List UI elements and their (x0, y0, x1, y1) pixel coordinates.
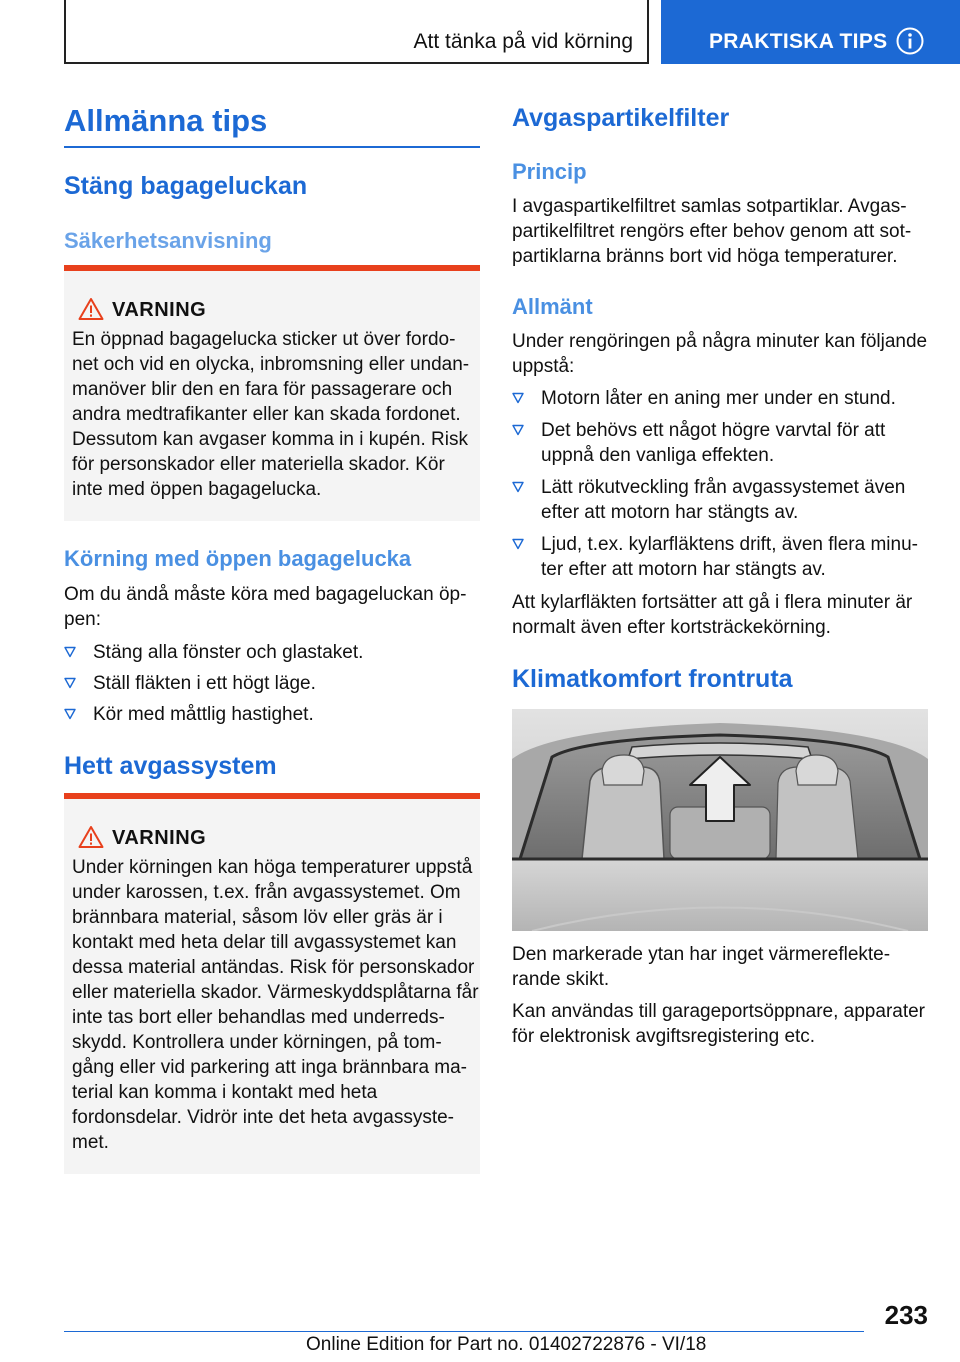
page-number: 233 (884, 1300, 928, 1330)
list-item-text: Stäng alla fönster och glastaket. (93, 642, 364, 663)
title-rule (64, 146, 480, 148)
bullet-triangle-icon (512, 424, 524, 436)
heading-windshield: Klimatkomfort frontruta (512, 665, 793, 693)
bullet-triangle-icon (64, 708, 76, 720)
header-section-box (64, 0, 649, 64)
section-title: Att tänka på vid körning (413, 30, 633, 53)
heading-general: Allmänt (512, 294, 593, 319)
bullet-triangle-icon (512, 481, 524, 493)
warning-triangle-icon (78, 297, 104, 321)
bullet-triangle-icon (64, 646, 76, 658)
page-title: Allmänna tips (64, 103, 268, 138)
driving-open-intro: Om du ändå måste köra med bagageluckan öp- pen: (64, 584, 467, 630)
car-rear-window-illustration (512, 709, 928, 931)
bullet-triangle-icon (64, 677, 76, 689)
list-item-text: Motorn låter en aning mer under en stund. (541, 388, 896, 409)
list-item (512, 532, 928, 582)
footer-rule (64, 1331, 864, 1332)
warning-label: VARNING (112, 299, 207, 321)
heading-driving-open: Körning med öppen bagagelucka (64, 546, 412, 571)
principle-text: I avgaspartikelfiltret samlas sotpartiklar. Avgas- partikelfiltret rengörs efter behov genom att sot- partiklarna bränns bort vid höga temperaturer. (512, 196, 912, 267)
bullet-triangle-icon (512, 538, 524, 550)
heading-particulate-filter: Avgaspartikelfilter (512, 104, 730, 132)
edition-text: Online Edition for Part no. 01402722876 - VI/18 (306, 1334, 707, 1355)
heading-hot-exhaust: Hett avgassystem (64, 752, 277, 780)
heading-principle: Princip (512, 159, 587, 184)
info-icon[interactable] (895, 26, 925, 56)
list-item-text: Lätt rökutveckling från avgassystemet även efter att motorn har stängts av. (541, 477, 906, 523)
image-caption: Den markerade ytan har inget värmereflekte- rande skikt. (512, 944, 891, 990)
warning-label: VARNING (112, 827, 207, 849)
general-intro: Under rengöringen på några minuter kan följande uppstå: (512, 331, 928, 377)
list-item-text: Ställ fläkten i ett högt läge. (93, 673, 316, 694)
list-item-text: Kör med måttlig hastighet. (93, 704, 314, 725)
warning-text: En öppnad bagagelucka sticker ut över fordo- net och vid en olycka, inbromsning eller undan- manöver blir den en fara för passagerare och andra medtrafikanter eller kan skada fordonet. Dessutom kan avgaser komma in i kupén. Risk för personskador eller materiella skador. Kör inte med öppen bagagelucka. (72, 329, 470, 500)
warning-header (72, 297, 372, 323)
list-item-text: Det behövs ett något högre varvtal för att uppnå den vanliga effekten. (541, 420, 886, 466)
list-item (64, 671, 480, 696)
list-item (512, 418, 928, 468)
bullet-triangle-icon (512, 392, 524, 404)
list-item (512, 475, 928, 525)
list-item (512, 386, 928, 411)
list-item (64, 640, 480, 665)
warning-box-trunk (64, 265, 480, 521)
heading-close-trunk: Stäng bagageluckan (64, 172, 308, 200)
list-item (64, 702, 480, 727)
list-item-text: Ljud, t.ex. kylarfläktens drift, även flera minu- ter efter att motorn har stängts av. (541, 534, 918, 580)
particulate-outro: Att kylarfläkten fortsätter att gå i flera minuter är normalt även efter kortsträckekörning. (512, 592, 913, 638)
warning-triangle-icon (78, 825, 104, 849)
chapter-tab[interactable] (661, 0, 960, 64)
subheading-safety: Säkerhetsanvisning (64, 228, 272, 253)
warning-box-exhaust (64, 793, 480, 1174)
windshield-note: Kan användas till garageportsöppnare, apparater för elektronisk avgiftsregistering etc. (512, 1001, 926, 1047)
warning-text: Under körningen kan höga temperaturer uppstå under karossen, t.ex. från avgassystemet. Om brännbara material, såsom löv eller gräs är i kontakt med heta delar till avgassystemet kan dessa material antändas. Risk för personskador eller materiella skador. Värmeskyddsplåtarna får inte tas bort eller behandlas med underreds- skydd. Kontrollera under körningen, på tom- gång eller vid parkering att inga brännbara ma- terial kan komma i kontakt med heta fordonsdelar. Vidrör inte det heta avgassyste- met. (72, 857, 479, 1153)
warning-header (72, 825, 372, 851)
chapter-title: PRAKTISKA TIPS (709, 30, 888, 53)
